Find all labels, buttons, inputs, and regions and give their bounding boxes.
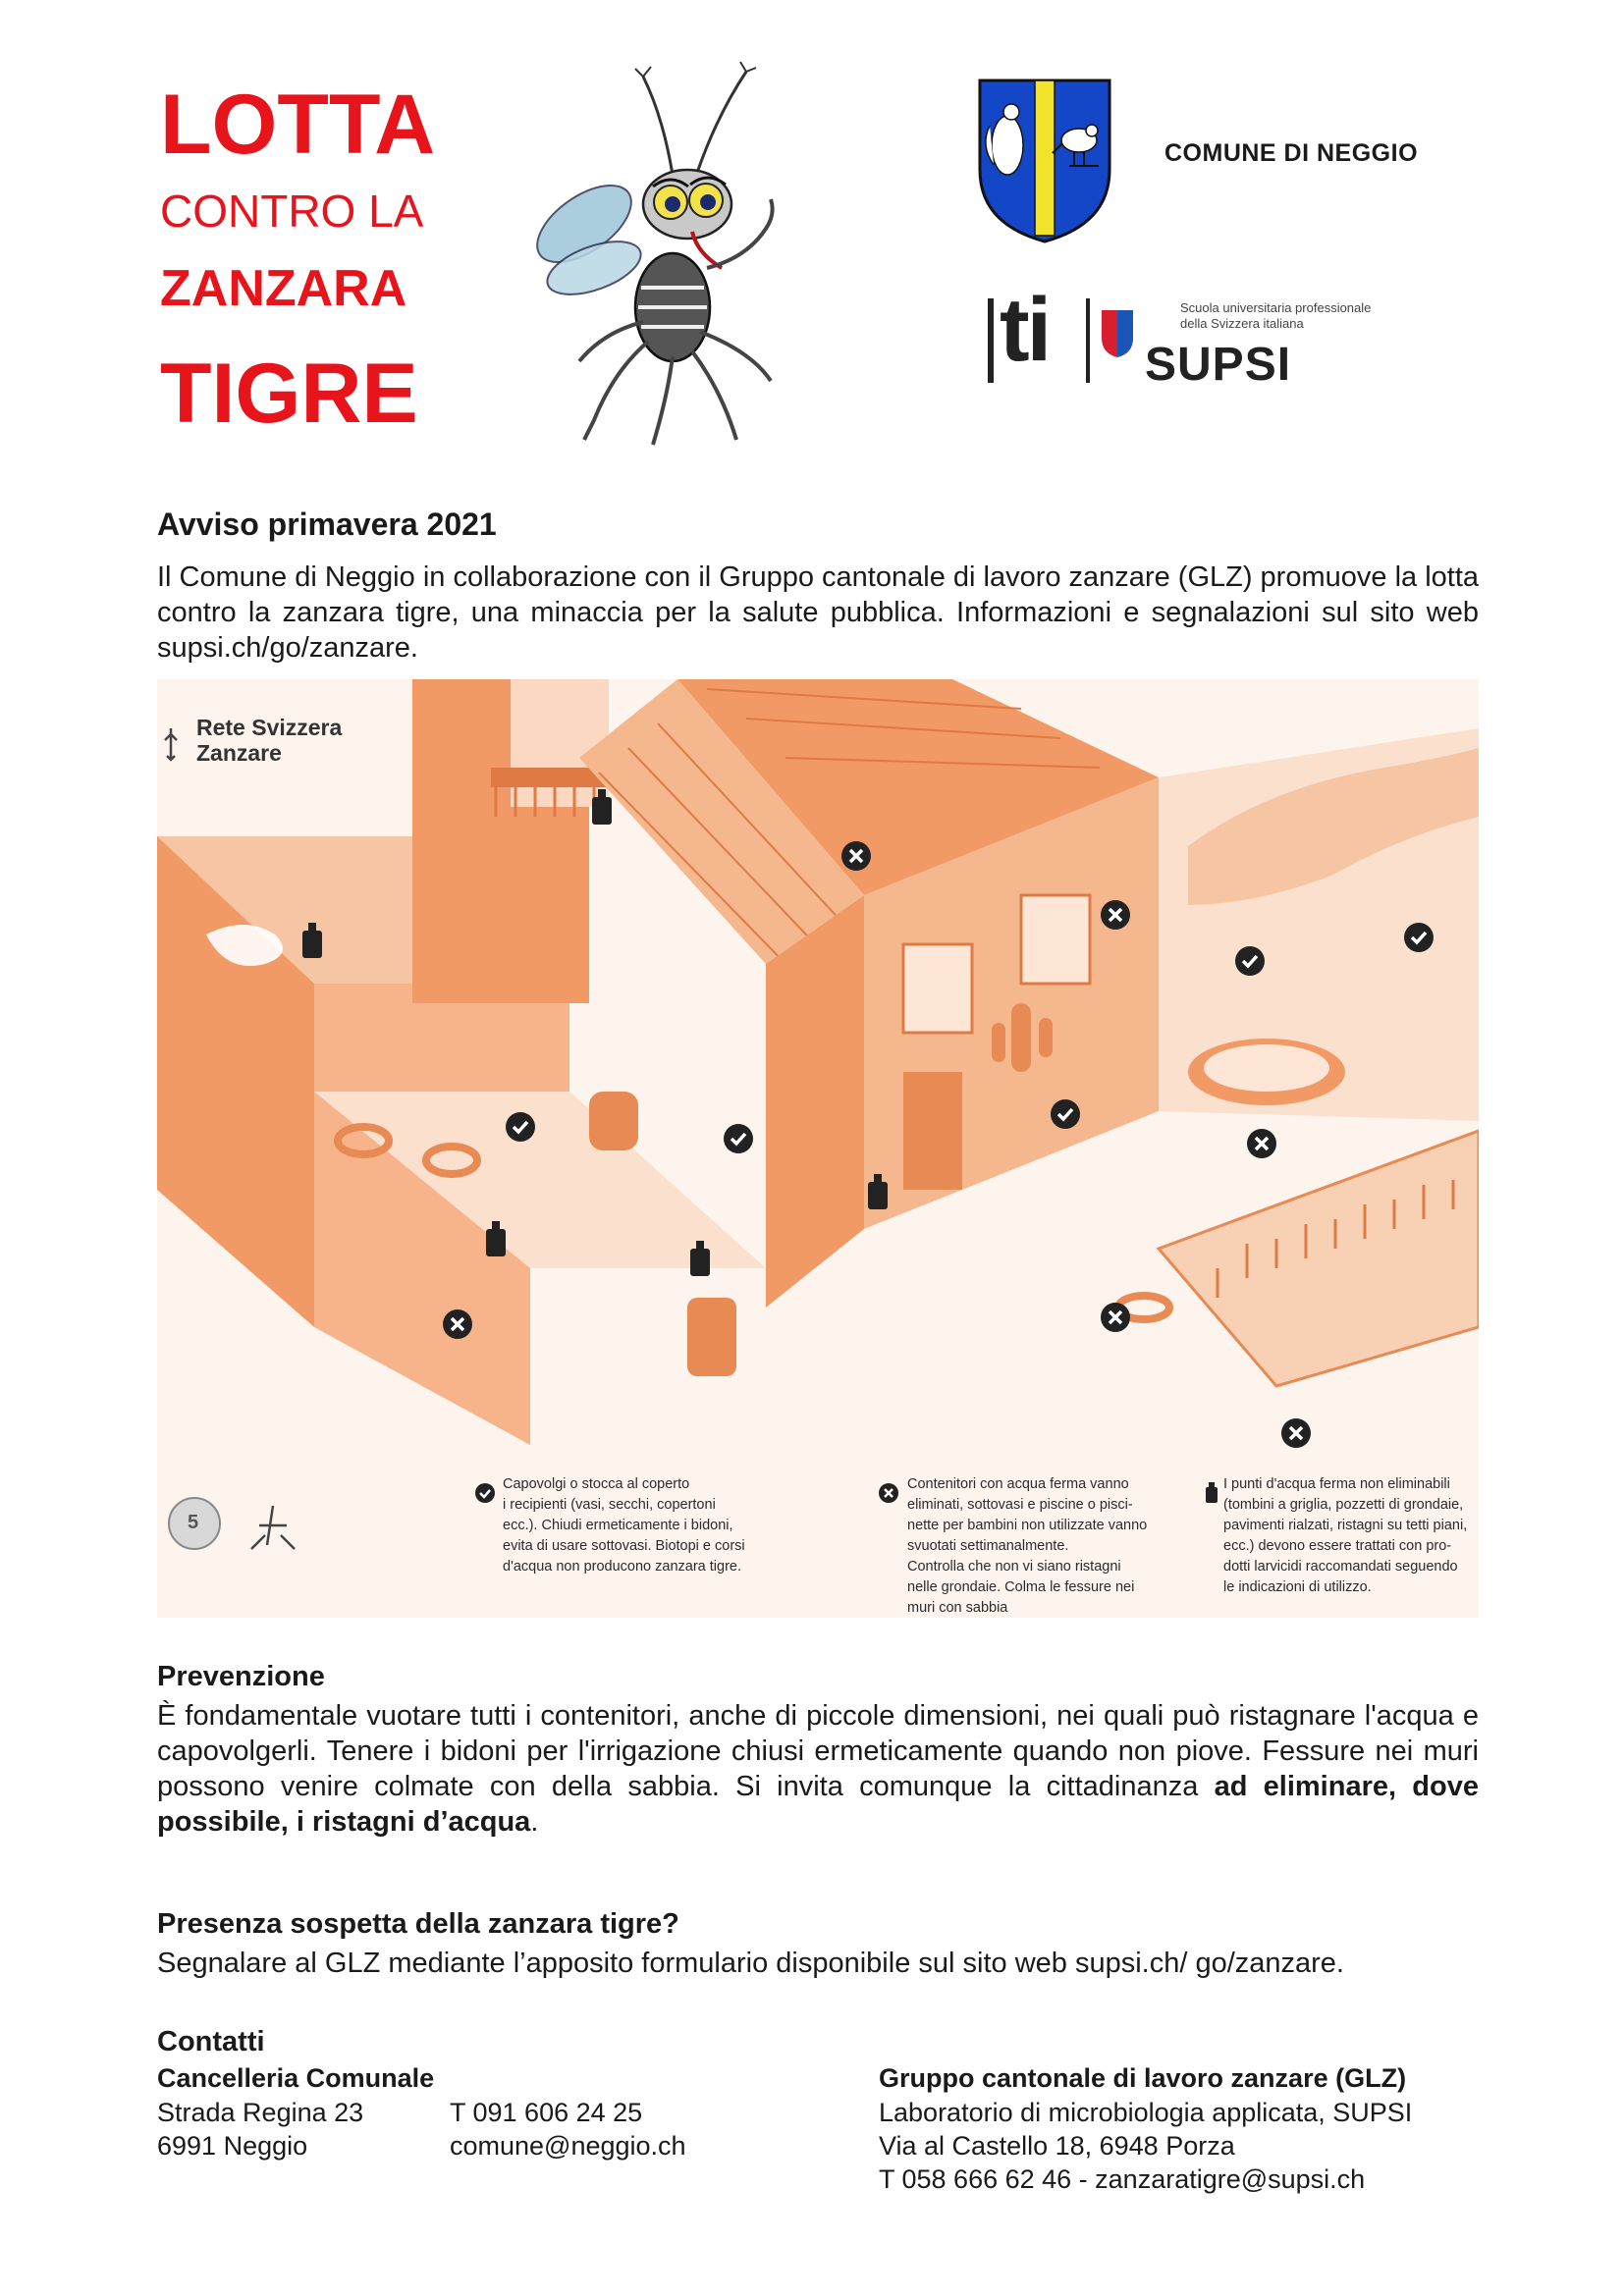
legend-cross (907, 1474, 1192, 1618)
contact-left-phone: T 091 606 24 25 (450, 2098, 643, 2127)
legend-check-line: evita di usare sottovasi. Biotopi e corsi (503, 1538, 745, 1554)
title-lotta: LOTTA (160, 78, 436, 172)
municipality-name: COMUNE DI NEGGIO (1164, 139, 1419, 167)
coin-label: 5 (188, 1512, 199, 1533)
contact-right-line1: Laboratorio di microbiologia applicata, SUPSI (879, 2098, 1413, 2127)
supsi-subtitle-2: della Svizzera italiana (1180, 316, 1304, 331)
legend-check-line: Capovolgi o stocca al coperto (503, 1476, 690, 1492)
network-line1: Rete Svizzera (196, 715, 343, 740)
prevention-text (157, 1698, 1479, 1840)
legend-bottle-line: pavimenti rialzati, ristagni su tetti piani, (1223, 1518, 1468, 1533)
legend-bottle-line: (tombini a griglia, pozzetti di grondaie, (1223, 1497, 1464, 1513)
supsi-subtitle-1: Scuola universitaria professionale (1180, 300, 1372, 315)
legend-bottle-line: dotti larvicidi raccomandati seguendo (1223, 1559, 1458, 1575)
contact-right-line3: T 058 666 62 46 - zanzaratigre@supsi.ch (879, 2164, 1366, 2194)
prevention-text-end: . (530, 1806, 539, 1838)
title-zanzara: ZANZARA (160, 260, 407, 317)
legend-check-line: ecc.). Chiudi ermeticamente i bidoni, (503, 1518, 733, 1533)
notice-heading: Avviso primavera 2021 (157, 507, 497, 542)
legend-cross-line: nette per bambini non utilizzate vanno (907, 1518, 1148, 1533)
legend-bottle-line: I punti d'acqua ferma non eliminabili (1223, 1476, 1450, 1492)
legend-check (503, 1474, 797, 1577)
suspicion-text: Segnalare al GLZ mediante l’apposito formulario disponibile sul sito web supsi.ch/ go/zanzare. (157, 1948, 1344, 1979)
legend-check-line: d'acqua non producono zanzara tigre. (503, 1559, 741, 1575)
notice-intro: Il Comune di Neggio in collaborazione con il Gruppo cantonale di lavoro zanzare (GLZ) promuove la lotta contro la zanzara tigre, una minaccia per la salute pubblica. Informazioni e segnalazioni sul sito web supsi.ch/go/zanzare. (157, 561, 1480, 664)
contact-left-street: Strada Regina 23 (157, 2098, 364, 2127)
legend-cross-line: Contenitori con acqua ferma vanno (907, 1476, 1129, 1492)
prevention-text-bold: ad eliminare, dove possibile, i ristagni d’acqua (157, 1771, 1479, 1838)
legend-cross-line: Controlla che non vi siano ristagni (907, 1559, 1121, 1575)
legend-check-line: i recipienti (vasi, secchi, copertoni (503, 1497, 716, 1513)
suspicion-heading: Presenza sospetta della zanzara tigre? (157, 1908, 679, 1940)
contact-left-name: Cancelleria Comunale (157, 2063, 435, 2093)
title-tigre: TIGRE (160, 347, 418, 441)
contact-left-city: 6991 Neggio (157, 2131, 308, 2161)
prevention-text-main: È fondamentale vuotare tutti i contenitori, anche di piccole dimensioni, nei quali può ristagnare l'acqua e capovolgerli. Tenere i bidoni per l'irrigazione chiusi ermeticamente quando non piove. Fessure nei muri possono venire colmate con della sabbia. Si invita comunque la cittadinanza (157, 1700, 1479, 1802)
contact-right-line2: Via al Castello 18, 6948 Porza (879, 2131, 1235, 2161)
legend-bottle-line: le indicazioni di utilizzo. (1223, 1579, 1372, 1595)
contact-right-name: Gruppo cantonale di lavoro zanzare (GLZ) (879, 2063, 1407, 2093)
supsi-logo (988, 280, 1400, 397)
legend-cross-line: muri con sabbia (907, 1600, 1008, 1616)
title-contro-la: CONTRO LA (160, 186, 424, 237)
legend-bottle (1223, 1474, 1479, 1598)
prevention-heading: Prevenzione (157, 1661, 325, 1692)
contact-left-email[interactable]: comune@neggio.ch (450, 2131, 686, 2161)
prevention-illustration (157, 679, 1479, 1618)
network-line2: Zanzare (196, 740, 282, 766)
logo-bar-2 (1086, 298, 1090, 383)
logo-supsi-text: SUPSI (1145, 339, 1292, 391)
mosquito-cartoon-icon (525, 57, 790, 450)
legend-cross-line: eliminati, sottovasi e piscine o pisci- (907, 1497, 1133, 1513)
contacts-heading: Contatti (157, 2026, 265, 2057)
ticino-shield-icon (1100, 308, 1135, 359)
legend-cross-line: svuotati settimanalmente. (907, 1538, 1069, 1554)
logo-bar (988, 298, 994, 383)
logo-ti: ti (1000, 280, 1050, 380)
legend-cross-line: nelle grondaie. Colma le fessure nei (907, 1579, 1135, 1595)
legend-bottle-line: ecc.) devono essere trattati con pro- (1223, 1538, 1452, 1554)
neggio-coat-of-arms-icon (976, 77, 1113, 245)
